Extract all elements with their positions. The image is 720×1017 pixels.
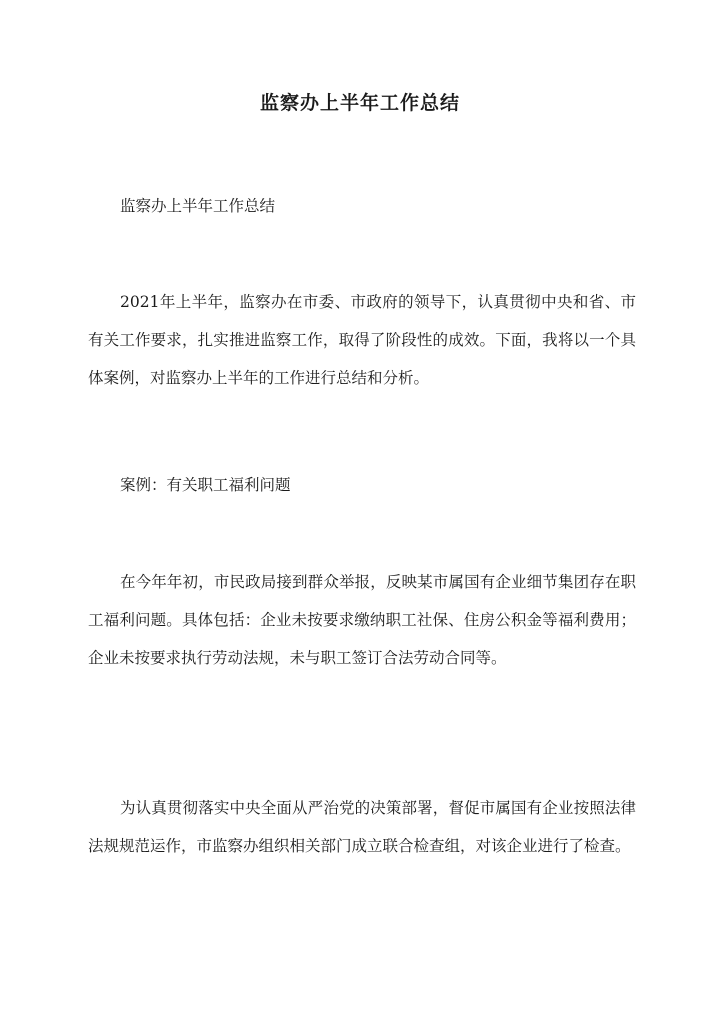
document-title: 监察办上半年工作总结 — [259, 92, 460, 114]
subtitle-paragraph: 监察办上半年工作总结 — [120, 197, 276, 215]
intro-paragraph: 2021年上半年，监察办在市委、市政府的领导下，认真贯彻中央和省、市有关工作要求，扎实推进监察工作，取得了阶段性的成效。下面，我将以一个具体案例，对监察办上半年的工作进行总结和分析。 — [88, 293, 636, 387]
case-heading-paragraph: 案例：有关职工福利问题 — [120, 476, 291, 494]
case-description-paragraph: 在今年年初，市民政局接到群众举报，反映某市属国有企业细节集团存在职工福利问题。具体包括：企业未按要求缴纳职工社保、住房公积金等福利费用；企业未按要求执行劳动法规，未与职工签订合法劳动合同等。 — [88, 573, 636, 667]
inspection-paragraph: 为认真贯彻落实中央全面从严治党的决策部署，督促市属国有企业按照法律法规规范运作，市监察办组织相关部门成立联合检查组，对该企业进行了检查。 — [88, 799, 636, 855]
